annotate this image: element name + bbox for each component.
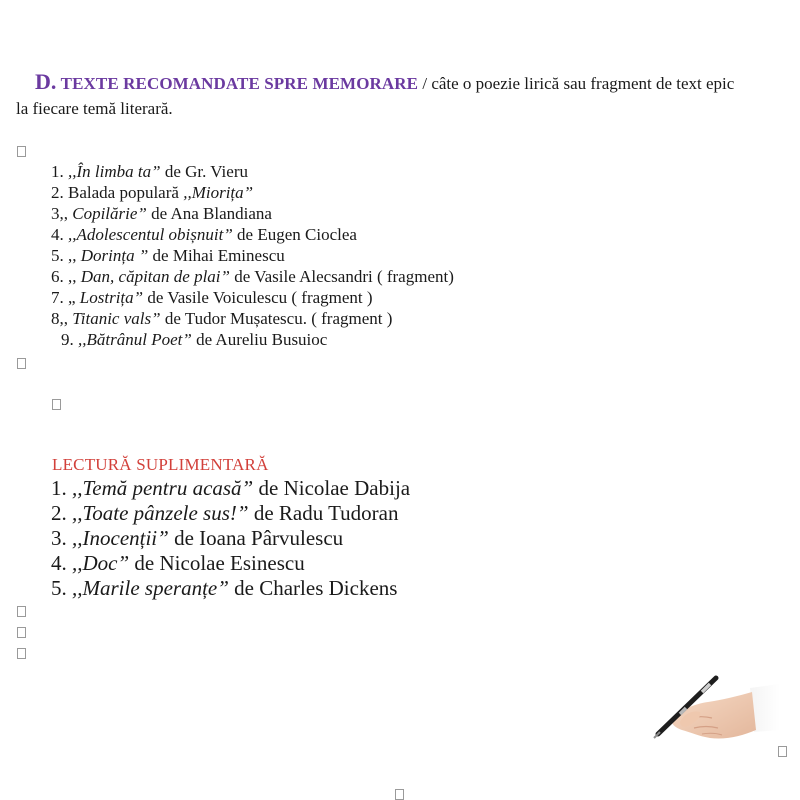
supplementary-list-item: 1. ,,Temă pentru acasă” de Nicolae Dabija	[51, 476, 411, 500]
memorize-list-item: 2. Balada populară ,,Miorița”	[51, 183, 254, 202]
missing-glyph-box-icon	[52, 399, 61, 410]
memorize-list-item: 4. ,,Adolescentul obișnuit” de Eugen Cioclea	[51, 225, 357, 244]
heading-description-line2: la fiecare temă literară.	[16, 99, 173, 118]
memorize-list-item: 5. ,, Dorința ” de Mihai Eminescu	[51, 246, 285, 265]
memorize-list-item: 8,, Titanic vals” de Tudor Mușatescu. ( fragment )	[51, 309, 393, 328]
supplementary-list-item: 4. ,,Doc” de Nicolae Esinescu	[51, 551, 305, 575]
missing-glyph-box-icon	[778, 746, 787, 757]
supplementary-list-item: 2. ,,Toate pânzele sus!” de Radu Tudoran	[51, 501, 399, 525]
supplementary-list-item: 3. ,,Inocenții” de Ioana Pârvulescu	[51, 526, 344, 550]
memorize-list-item: 3,, Copilărie” de Ana Blandiana	[51, 204, 272, 223]
missing-glyph-box-icon	[17, 627, 26, 638]
supplementary-list-item: 5. ,,Marile speranțe” de Charles Dickens	[51, 576, 398, 600]
memorize-list-item: 7. „ Lostrița” de Vasile Voiculescu ( fragment )	[51, 288, 373, 307]
missing-glyph-box-icon	[17, 606, 26, 617]
missing-glyph-box-icon	[17, 146, 26, 157]
hand-writing-with-pen-icon	[650, 670, 780, 745]
missing-glyph-box-icon	[17, 648, 26, 659]
missing-glyph-box-icon	[17, 358, 26, 369]
heading-letter: D.	[35, 69, 57, 94]
heading-description: / câte o poezie lirică sau fragment de text epic	[418, 74, 735, 93]
heading-title: TEXTE RECOMANDATE SPRE MEMORARE	[60, 74, 419, 93]
memorize-list-item: 6. ,, Dan, căpitan de plai” de Vasile Alecsandri ( fragment)	[51, 267, 454, 286]
memorize-list-item: 9. ,,Bătrânul Poet” de Aureliu Busuioc	[61, 330, 328, 349]
missing-glyph-box-icon	[395, 789, 404, 800]
section-heading	[35, 71, 795, 95]
memorize-list-item: 1. ,,În limba ta” de Gr. Vieru	[51, 162, 248, 181]
supplementary-title: LECTURĂ SUPLIMENTARĂ	[52, 455, 269, 474]
